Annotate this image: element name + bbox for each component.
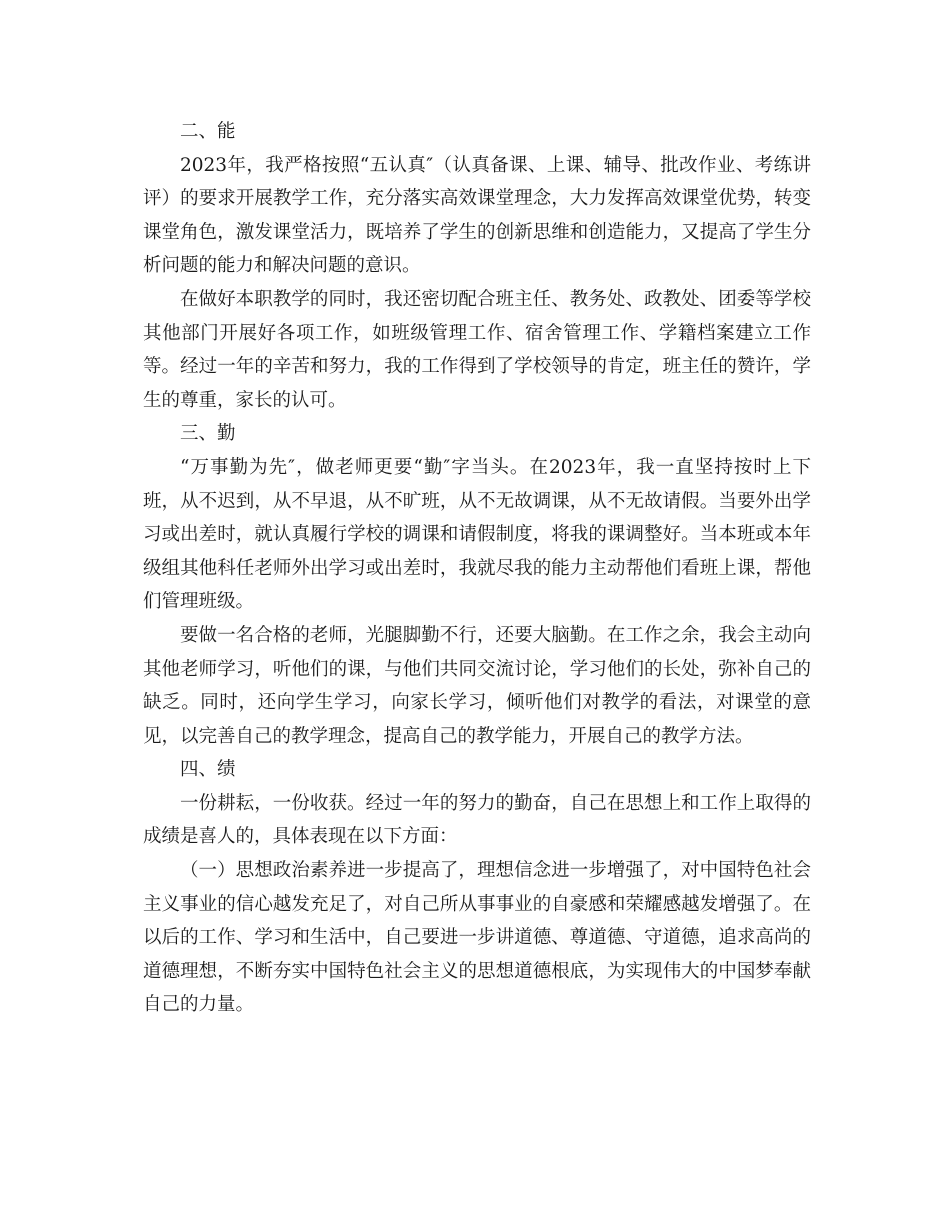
paragraph: 一份耕耘，一份收获。经过一年的努力的勤奋，自己在思想上和工作上取得的成绩是喜人的，具体表现在以下方面： (143, 792, 811, 848)
document-body (143, 115, 811, 1022)
paragraph: 要做一名合格的老师，光腿脚勤不行，还要大脑勤。在工作之余，我会主动向其他老师学习，听他们的课，与他们共同交流讨论，学习他们的长处，弥补自己的缺乏。同时，还向学生学习，向家长学习，倾听他们对教学的看法，对课堂的意见，以完善自己的教学理念，提高自己的教学能力，开展自己的教学方法。 (143, 624, 811, 747)
paragraph: “万事勤为先″，做老师更要“勤″字当头。在2023年，我一直坚持按时上下班，从不迟到，从不早退，从不旷班，从不无故调课，从不无故请假。当要外出学习或出差时，就认真履行学校的调课和请假制度，将我的课调整好。当本班或本年级组其他科任老师外出学习或出差时，我就尽我的能力主动帮他们看班上课，帮他们管理班级。 (143, 456, 811, 613)
section-heading-ji: 四、绩 (180, 759, 236, 781)
section-heading-neng: 二、能 (180, 121, 236, 142)
paragraph: 在做好本职教学的同时，我还密切配合班主任、教务处、政教处、团委等学校其他部门开展好各项工作，如班级管理工作、宿舍管理工作、学籍档案建立工作等。经过一年的辛苦和努力，我的工作得到了学校领导的肯定，班主任的赞许，学生的尊重，家长的认可。 (143, 288, 811, 411)
section-heading-qin: 三、勤 (180, 423, 236, 445)
paragraph: （一）思想政治素养进一步提高了，理想信念进一步增强了，对中国特色社会主义事业的信心越发充足了，对自己所从事事业的自豪感和荣耀感越发增强了。在以后的工作、学习和生活中，自己要进一步讲道德、尊道德、守道德，追求高尚的道德理想，不断夯实中国特色社会主义的思想道德根底，为实现伟大的中国梦奉献自己的力量。 (143, 860, 811, 1016)
paragraph: 2023年，我严格按照“五认真″（认真备课、上课、辅导、批改作业、考练讲评）的要求开展教学工作，充分落实高效课堂理念，大力发挥高效课堂优势，转变课堂角色，激发课堂活力，既培养了学生的创新思维和创造能力，又提高了学生分析问题的能力和解决问题的意识。 (143, 154, 811, 277)
